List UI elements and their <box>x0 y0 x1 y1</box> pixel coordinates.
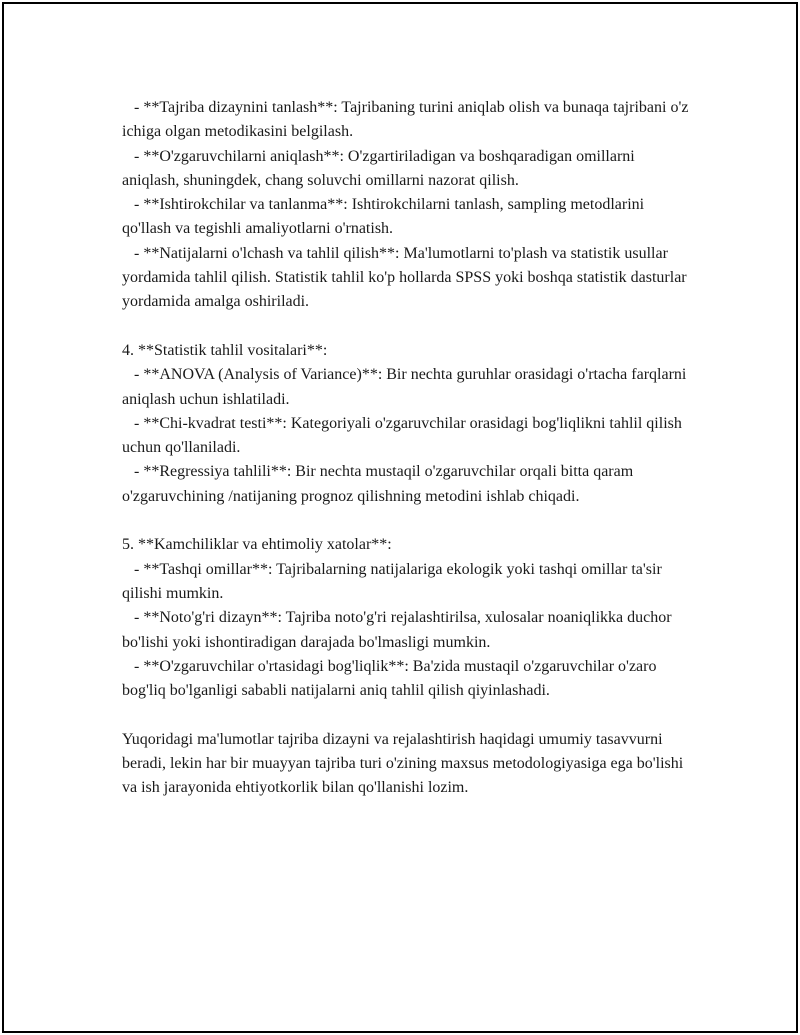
document-page <box>2 2 798 1033</box>
list-item: - **Tajriba dizaynini tanlash**: Tajribaning turini aniqlab olish va bunaqa tajribani o'z ichiga olgan metodikasini belgilash. <box>122 99 693 141</box>
list-item: - **Ishtirokchilar va tanlanma**: Ishtirokchilarni tanlash, sampling metodlarini qo'llash va tegishli amaliyotlarni o'rnatish. <box>122 196 649 238</box>
list-item: - **Tashqi omillar**: Tajribalarning natijalariga ekologik yoki tashqi omillar ta'sir qilishi mumkin. <box>122 560 666 602</box>
section-heading: 5. **Kamchiliklar va ehtimoliy xatolar**: <box>122 536 392 554</box>
document-body <box>122 96 692 801</box>
list-item: - **O'zgaruvchilarni aniqlash**: O'zgartiriladigan va boshqaradigan omillarni aniqlash, shuningdek, chang soluvchi omillarni nazorat qilish. <box>122 147 639 189</box>
paragraph-gap <box>122 509 692 533</box>
section-heading: 4. **Statistik tahlil vositalari**: <box>122 341 328 359</box>
conclusion-paragraph: Yuqoridagi ma'lumotlar tajriba dizayni va rejalashtirish haqidagi umumiy tasavvurni beradi, lekin har bir muayyan tajriba turi o'zining maxsus metodologiyasiga ega bo'lishi va ish jarayonida ehtiyotkorlik bilan qo'llanishi lozim. <box>122 730 688 797</box>
paragraph-gap <box>122 315 692 339</box>
list-item: - **Regressiya tahlili**: Bir nechta mustaqil o'zgaruvchilar orqali bitta qaram o'zgaruvchining /natijaning prognoz qilishning metodini ishlab chiqadi. <box>122 463 638 505</box>
list-item: - **Chi-kvadrat testi**: Kategoriyali o'zgaruvchilar orasidagi bog'liqlikni tahlil qilish uchun qo'llaniladi. <box>122 414 686 457</box>
list-item: - **ANOVA (Analysis of Variance)**: Bir nechta guruhlar orasidagi o'rtacha farqlarni aniqlash uchun ishlatiladi. <box>122 366 691 408</box>
list-item: - **O'zgaruvchilar o'rtasidagi bog'liqlik**: Ba'zida mustaqil o'zgaruvchilar o'zaro bog'liq bo'lganligi sababli natijalarni aniq tahlil qilish qiyinlashadi. <box>122 657 661 700</box>
paragraph-gap <box>122 703 692 727</box>
list-item: - **Noto'g'ri dizayn**: Tajriba noto'g'ri rejalashtirilsa, xulosalar noaniqlikka duchor bo'lishi yoki ishontiradigan darajada bo'lmasligi mumkin. <box>122 609 676 651</box>
list-item: - **Natijalarni o'lchash va tahlil qilish**: Ma'lumotlarni to'plash va statistik usullar yordamida tahlil qilish. Statistik tahlil ko'p hollarda SPSS yoki boshqa statistik dasturlar yordamida amalga oshiriladi. <box>122 244 691 311</box>
